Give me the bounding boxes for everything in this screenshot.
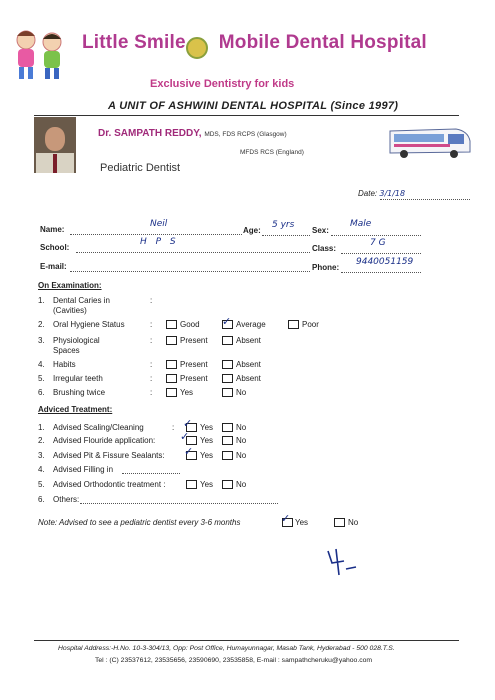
phone-value: 9440051159: [356, 257, 414, 267]
treat-1-num: 1.: [38, 423, 45, 432]
irregular-present-label: Present: [180, 374, 208, 383]
ortho-yes-label: Yes: [200, 480, 214, 489]
flouride-no-label: No: [236, 436, 247, 445]
exam-1-colon: :: [150, 296, 153, 305]
phone-label: Phone:: [312, 263, 340, 272]
exam-2-label: Oral Hygiene Status: [53, 320, 125, 329]
doctor-signature: [322, 545, 362, 581]
poor-label: Poor: [302, 320, 319, 329]
average-label: Average: [236, 320, 266, 329]
others-line: [80, 503, 278, 504]
sealants-yes-label: Yes: [200, 451, 214, 460]
exam-3-colon: :: [150, 336, 153, 345]
age-line: [262, 235, 310, 236]
tooth-logo-icon: [186, 37, 208, 59]
exam-1-label2: (Cavities): [53, 306, 87, 315]
tagline: Exclusive Dentistry for kids: [150, 78, 295, 90]
exam-5-colon: :: [150, 374, 153, 383]
ortho-yes-checkbox[interactable]: [186, 480, 197, 489]
sealants-no-checkbox[interactable]: [222, 451, 233, 460]
treat-1-colon: :: [172, 423, 175, 432]
exam-5-label: Irregular teeth: [53, 374, 103, 383]
note-yes-label: Yes: [295, 518, 309, 527]
flouride-no-checkbox[interactable]: [222, 436, 233, 445]
flouride-check-icon: ✓: [180, 430, 190, 443]
spaces-present-checkbox[interactable]: [166, 336, 177, 345]
irregular-present-checkbox[interactable]: [166, 374, 177, 383]
school-label: School:: [40, 243, 70, 252]
class-line: [341, 253, 421, 254]
treat-6-num: 6.: [38, 495, 45, 504]
scaling-no-label: No: [236, 423, 247, 432]
exam-1-label: Dental Caries in: [53, 296, 110, 305]
irregular-absent-label: Absent: [236, 374, 261, 383]
age-label: Age:: [243, 226, 261, 235]
exam-4-label: Habits: [53, 360, 76, 369]
school-line: [76, 252, 310, 253]
note-no-checkbox[interactable]: [334, 518, 345, 527]
treat-4-label: Advised Filling in: [53, 465, 114, 474]
name-line: [70, 234, 242, 235]
mobile-bus-icon: [386, 125, 472, 159]
email-line: [70, 271, 310, 272]
exam-4-num: 4.: [38, 360, 45, 369]
treat-5-label: Advised Orthodontic treatment :: [53, 480, 166, 489]
class-value: 7 G: [370, 238, 386, 248]
treatment-heading: Adviced Treatment:: [38, 405, 113, 414]
brushing-no-label: No: [236, 388, 247, 397]
hospital-title: Little Smile Mobile Dental Hospital: [82, 32, 427, 53]
note-text: Note: Advised to see a pediatric dentist every 3-6 months: [38, 518, 241, 527]
exam-4-colon: :: [150, 360, 153, 369]
sealants-no-label: No: [236, 451, 247, 460]
note-no-label: No: [348, 518, 359, 527]
spaces-absent-label: Absent: [236, 336, 261, 345]
brushing-yes-checkbox[interactable]: [166, 388, 177, 397]
sex-label: Sex:: [312, 226, 329, 235]
scaling-no-checkbox[interactable]: [222, 423, 233, 432]
treat-4-num: 4.: [38, 465, 45, 474]
flouride-yes-label: Yes: [200, 436, 214, 445]
sex-value: Male: [350, 219, 372, 229]
examination-heading: On Examination:: [38, 281, 102, 290]
exam-6-num: 6.: [38, 388, 45, 397]
doctor-specialty: Pediatric Dentist: [100, 162, 181, 174]
name-label: Name:: [40, 225, 65, 234]
footer-address: Hospital Address:-H.No. 10-3-304/13, Opp: Post Office, Humayunnagar, Masab Tank, Hyderabad - 500 028.T.S.: [58, 645, 395, 652]
brushing-yes-label: Yes: [180, 388, 194, 397]
school-value: H P S: [140, 237, 179, 247]
exam-5-num: 5.: [38, 374, 45, 383]
habits-absent-label: Absent: [236, 360, 261, 369]
phone-line: [341, 272, 421, 273]
exam-3-num: 3.: [38, 336, 45, 345]
ortho-no-checkbox[interactable]: [222, 480, 233, 489]
brushing-no-checkbox[interactable]: [222, 388, 233, 397]
age-value: 5 yrs: [272, 220, 295, 230]
treat-3-label: Advised Pit & Fissure Sealants:: [53, 451, 165, 460]
spaces-absent-checkbox[interactable]: [222, 336, 233, 345]
exam-6-colon: :: [150, 388, 153, 397]
header-divider: [34, 115, 459, 116]
treat-2-label: Advised Flouride application:: [53, 436, 156, 445]
irregular-absent-checkbox[interactable]: [222, 374, 233, 383]
habits-present-label: Present: [180, 360, 208, 369]
exam-3-label: Physiological: [53, 336, 100, 345]
unit-line: A UNIT OF ASHWINI DENTAL HOSPITAL (Since 1997): [108, 100, 399, 112]
treat-6-label: Others:: [53, 495, 80, 504]
treat-3-num: 3.: [38, 451, 45, 460]
exam-6-label: Brushing twice: [53, 388, 106, 397]
habits-present-checkbox[interactable]: [166, 360, 177, 369]
treat-2-num: 2.: [38, 436, 45, 445]
scaling-yes-label: Yes: [200, 423, 214, 432]
ortho-no-label: No: [236, 480, 247, 489]
email-label: E-mail:: [40, 262, 67, 271]
scaling-check-icon: ✓: [183, 417, 193, 430]
poor-checkbox[interactable]: [288, 320, 299, 329]
doctor-photo: [34, 117, 76, 173]
note-check-icon: ✓: [281, 512, 291, 525]
good-label: Good: [180, 320, 200, 329]
doctor-name: Dr. SAMPATH REDDY, MDS, FDS RCPS (Glasgow): [98, 128, 287, 139]
footer-contact: Tel : (C) 23537612, 23535656, 23590690, 23535858, E-mail : sampathcheruku@yahoo.com: [95, 657, 373, 664]
spaces-present-label: Present: [180, 336, 208, 345]
footer-divider: [34, 640, 459, 641]
sealants-check-icon: ✓: [184, 445, 194, 458]
average-check-icon: ✓: [222, 315, 232, 328]
exam-2-colon: :: [150, 320, 153, 329]
filling-line: [122, 473, 180, 474]
name-value: Neil: [150, 219, 168, 229]
exam-2-num: 2.: [38, 320, 45, 329]
treat-1-label: Advised Scaling/Cleaning: [53, 423, 144, 432]
date-line: [380, 199, 470, 200]
date-field: Date: 3/1/18: [358, 189, 406, 198]
kids-logo-icon: [8, 26, 72, 82]
habits-absent-checkbox[interactable]: [222, 360, 233, 369]
good-checkbox[interactable]: [166, 320, 177, 329]
exam-1-num: 1.: [38, 296, 45, 305]
doctor-quals: MFDS RCS (England): [240, 149, 304, 156]
treat-5-num: 5.: [38, 480, 45, 489]
sex-line: [331, 235, 421, 236]
class-label: Class:: [312, 244, 337, 253]
exam-3-label2: Spaces: [53, 346, 80, 355]
